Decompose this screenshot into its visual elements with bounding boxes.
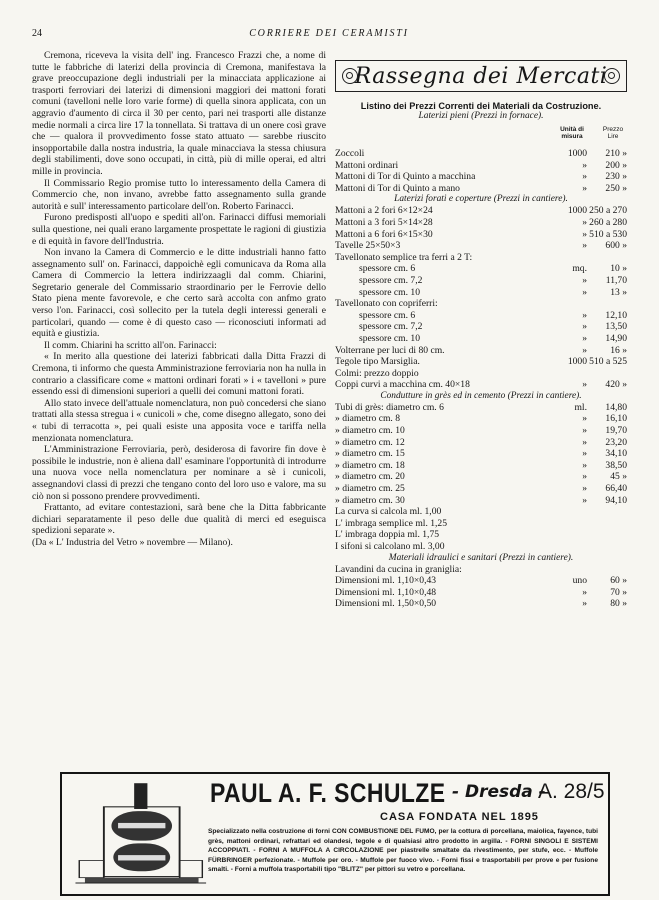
- item-unit: »: [582, 228, 587, 240]
- price-row: [335, 368, 627, 380]
- item-unit: 1000: [567, 148, 587, 159]
- item-unit: ml.: [574, 401, 587, 413]
- item-label: Volterrane per luci di 80 cm.: [335, 344, 445, 356]
- item-label: spessore cm. 6: [359, 309, 416, 321]
- paragraph: Frattanto, ad evitare contestazioni, sarà bene che la Ditta fabbricante dichiari separatamente il peso delle due qualità di merci ed eseguisca spedizioni separate ».: [32, 502, 326, 537]
- price-row: [335, 252, 627, 264]
- item-price: 510 a 530: [589, 228, 627, 240]
- price-row: [335, 495, 627, 507]
- item-label: » diametro cm. 12: [335, 436, 405, 448]
- item-price: 11,70: [605, 274, 627, 286]
- price-row: [335, 564, 627, 576]
- item-unit: »: [582, 471, 587, 483]
- item-price: 19,70: [605, 425, 627, 437]
- price-row: [335, 598, 627, 610]
- price-row: [335, 183, 627, 195]
- section-title: Condutture in grès ed in cemento (Prezzi in cantiere).: [380, 390, 582, 401]
- item-label: spessore cm. 7,2: [359, 321, 423, 333]
- item-price: 14,80: [605, 401, 627, 413]
- item-price: 34,10: [605, 448, 627, 460]
- paragraph: Il comm. Chiarini ha scritto all'on. Farinacci:: [44, 339, 217, 351]
- item-label: Lavandini da cucina in graniglia:: [335, 563, 462, 575]
- ad-headline: [210, 778, 487, 809]
- item-price: 260 a 280: [589, 216, 627, 228]
- item-unit: »: [582, 321, 587, 333]
- price-row: [335, 506, 627, 518]
- item-price: 250 »: [605, 182, 627, 194]
- item-label: Dimensioni ml. 1,10×0,48: [335, 586, 437, 598]
- price-row: [335, 171, 627, 183]
- ad-box: [60, 772, 610, 896]
- item-price: 45 »: [610, 471, 627, 483]
- page-header: [32, 28, 626, 42]
- item-label: spessore cm. 10: [359, 286, 421, 298]
- ornament-icon: [604, 68, 620, 84]
- item-label: » diametro cm. 18: [335, 459, 405, 471]
- item-label: Dimensioni ml. 1,10×0,43: [335, 575, 437, 587]
- price-table: [335, 111, 627, 610]
- item-label: Coppi curvi a macchina cm. 40×18: [335, 379, 470, 391]
- article-column: [32, 50, 326, 549]
- price-row: [335, 345, 627, 357]
- paragraph: Furono predisposti all'uopo e spediti all'on. Farinacci diffusi memoriali sulla questione, nei quali erano largamente prospettate le ragioni di giustizia e di equità in favore dell'Industria.: [32, 212, 326, 247]
- company-address: A. 28/5: [538, 780, 605, 803]
- price-row: [335, 448, 627, 460]
- item-label: Mattoni a 6 fori 6×15×30: [335, 228, 433, 240]
- price-row: [335, 310, 627, 322]
- item-price: 230 »: [605, 171, 627, 183]
- section-title: Laterizi pieni (Prezzi in fornace).: [418, 111, 544, 121]
- item-label: Tavelle 25×50×3: [335, 240, 401, 252]
- item-unit: »: [582, 332, 587, 344]
- item-label: spessore cm. 6: [359, 263, 416, 275]
- founded-year: CASA FONDATA NEL 1895: [380, 811, 539, 823]
- item-label: Mattoni a 3 fori 5×14×28: [335, 216, 433, 228]
- market-title-box: [335, 60, 627, 92]
- item-price: 250 a 270: [589, 205, 627, 217]
- item-label: Mattoni a 2 fori 6×12×24: [335, 205, 433, 217]
- paragraph: « In merito alla questione dei laterizi fabbricati dalla Ditta Frazzi di Cremona, ti informo che questa Amministrazione ferroviaria non ha nulla in contrario a classificare come « mattoni ordinari forati » i « tavelloni » pure essendo essi di dimensioni superiori a quelli dei comuni mattoni forati.: [32, 351, 326, 398]
- listino-heading: Listino dei Prezzi Correnti dei Materiali da Costruzione.: [360, 101, 602, 111]
- price-row: [335, 205, 627, 217]
- price-row: [335, 217, 627, 229]
- price-row: [335, 541, 627, 553]
- item-label: » diametro cm. 15: [335, 448, 405, 460]
- kiln-illustration: [66, 780, 208, 890]
- price-column-header: Prezzo Lire: [602, 126, 624, 140]
- item-label: spessore cm. 7,2: [359, 274, 423, 286]
- item-unit: »: [582, 494, 587, 506]
- item-unit: »: [582, 159, 587, 171]
- price-row: [335, 275, 627, 287]
- item-label: Zoccoli: [335, 148, 365, 159]
- item-unit: »: [582, 182, 587, 194]
- item-price: 210 »: [605, 148, 627, 159]
- item-label: » diametro cm. 10: [335, 425, 405, 437]
- item-price: 38,50: [605, 459, 627, 471]
- item-label: L' imbraga semplice ml. 1,25: [335, 517, 448, 529]
- item-unit: »: [582, 171, 587, 183]
- price-row: [335, 483, 627, 495]
- price-row: [335, 160, 627, 172]
- price-row: [335, 575, 627, 587]
- item-label: Mattoni di Tor di Quinto a mano: [335, 182, 460, 194]
- price-row: [335, 425, 627, 437]
- journal-title: CORRIERE DEI CERAMISTI: [249, 28, 409, 39]
- paragraph: L'Amministrazione Ferroviaria, però, desiderosa di favorire fin dove è possibile le industrie, non è aliena dall' esaminare l'opportunità di introdurre una nuova voce nella nomenclatura per nominare a sè i cunicoli, assegnandovi classi di prezzi che tengano conto del loro uso e valore, ma su ciò non si possono prendere provvedimenti.: [32, 444, 326, 502]
- item-price: 16,10: [605, 413, 627, 425]
- item-label: Colmi: prezzo doppio: [335, 367, 419, 379]
- item-price: 60 »: [610, 575, 627, 587]
- market-column: [335, 60, 627, 610]
- item-price: 600 »: [605, 240, 627, 252]
- item-price: 80 »: [610, 598, 627, 610]
- item-price: 10 »: [610, 263, 627, 275]
- price-row: [335, 587, 627, 599]
- item-unit: »: [582, 586, 587, 598]
- section-title: Laterizi forati e coperture (Prezzi in cantiere).: [394, 194, 568, 205]
- item-label: Dimensioni ml. 1,50×0,50: [335, 598, 437, 610]
- item-label: L' imbraga doppia ml. 1,75: [335, 529, 440, 541]
- price-row: [335, 460, 627, 472]
- item-unit: »: [582, 425, 587, 437]
- item-label: Tubi di grès: diametro cm. 6: [335, 401, 444, 413]
- item-price: 23,20: [605, 436, 627, 448]
- item-label: Mattoni ordinari: [335, 159, 399, 171]
- price-row: [335, 356, 627, 368]
- price-row: [335, 287, 627, 299]
- price-row: [335, 437, 627, 449]
- item-unit: 1000: [567, 356, 587, 368]
- paragraph: Non invano la Camera di Commercio e le ditte industriali hanno fatto assegnamento sull' on. Farinacci, dappoichè egli comunicava da Roma alla Camera di Commercio la lettera indirizzaagli dal comm. Chiarini, Segretario generale del Commissario straordinario per le Ferrovie dello Stato piena mente favorevole, e che certo sarà accolta con anfmo grato verso l'on. Farinacci, così sollecito per la tutela degli interessi generali e particolari, quando — come è di questo caso — riconosciuti informati ad equità e giustizia.: [32, 247, 326, 340]
- item-label: Tegole tipo Marsiglia.: [335, 356, 420, 368]
- item-label: Tavellonato con copriferri:: [335, 298, 438, 310]
- item-unit: uno: [572, 575, 587, 587]
- item-price: 510 a 525: [589, 356, 627, 368]
- item-unit: »: [582, 286, 587, 298]
- price-row: [335, 402, 627, 414]
- item-price: 420 »: [605, 379, 627, 391]
- price-row: [335, 471, 627, 483]
- item-unit: »: [582, 274, 587, 286]
- price-row: [335, 518, 627, 530]
- item-price: 16 »: [610, 344, 627, 356]
- item-label: » diametro cm. 8: [335, 413, 401, 425]
- company-name: PAUL A. F. SCHULZE: [210, 778, 446, 808]
- price-row: [335, 529, 627, 541]
- item-label: La curva si calcola ml. 1,00: [335, 506, 442, 518]
- item-price: 66,40: [605, 483, 627, 495]
- price-row: [335, 333, 627, 345]
- item-unit: »: [582, 598, 587, 610]
- item-price: 70 »: [610, 586, 627, 598]
- item-unit: »: [582, 379, 587, 391]
- item-price: 200 »: [605, 159, 627, 171]
- item-label: Mattoni di Tor di Quinto a macchina: [335, 171, 476, 183]
- price-row: [335, 379, 627, 391]
- item-unit: 1000: [567, 205, 587, 217]
- price-row: [335, 413, 627, 425]
- company-city: - Dresda -: [452, 782, 546, 802]
- item-unit: »: [582, 413, 587, 425]
- price-row: [335, 229, 627, 241]
- item-unit: »: [582, 459, 587, 471]
- item-label: Tavellonato semplice tra ferri a 2 T:: [335, 251, 473, 263]
- item-label: I sifoni si calcolano ml. 3,00: [335, 541, 445, 552]
- price-row: [335, 148, 627, 160]
- item-unit: »: [582, 436, 587, 448]
- column-headers: [335, 122, 627, 148]
- item-label: » diametro cm. 20: [335, 471, 405, 483]
- item-price: 13 »: [610, 286, 627, 298]
- price-row: [335, 298, 627, 310]
- item-label: spessore cm. 10: [359, 332, 421, 344]
- price-row: [335, 240, 627, 252]
- paragraph: Allo stato invece dell'attuale nomenclatura, non può concedersi che siano trattati alla stessa stregua i « cunicoli » che, come disegno allegato, sono dei « tubi di terracotta », pei quali esiste una apposita voce e tariffa nella menzionata nomenclatura.: [32, 397, 326, 444]
- section-title: Materiali idraulici e sanitari (Prezzi in cantiere).: [388, 552, 574, 563]
- item-unit: »: [582, 240, 587, 252]
- price-row: [335, 321, 627, 333]
- item-unit: »: [582, 448, 587, 460]
- item-unit: »: [582, 216, 587, 228]
- article-source: (Da « L' Industria del Vetro » novembre — Milano).: [32, 536, 233, 548]
- paragraph: Cremona, riceveva la visita dell' ing. Francesco Frazzi che, a nome di tutte le fabbriche di laterizi della provincia di Cremona, manifestava la grave preoccupazione degli industriali per la minacciata applicazione ai trasporti ferroviari dei laterizi di dimensioni maggiori dei mattoni forati comuni (tavelloni nelle loro varie forme) di quella sinora applicata, con un aggravio d'aumento di circa il 30 per cento, pari nei trasporti alle distanze medie normali a circa lire 17 la tonnellata. Si trattava di un onere così grave che — qualora il provvedimento fosse stato attuato — sarebbe riuscito insopportabile dalla nostra industria, la quale minacciava la stessa chiusura degli stabilimenti, dove sono occupati, in città, più di mille operai, ed altri mille in provincia.: [32, 50, 326, 177]
- page-number: 24: [32, 28, 42, 39]
- item-price: 12,10: [605, 309, 627, 321]
- item-price: 14,90: [605, 332, 627, 344]
- unit-column-header: Unità di misura: [560, 126, 584, 140]
- ad-description: Specializzato nella costruzione di forni CON COMBUSTIONE DEL FUMO, per la cottura di porcellana, maiolica, fayence, tubi grès, mattoni ordinari, refrattari ed olandesi, tegole e di qualsiasi altro prodotto in argilla. - FORNI SINGOLI E SISTEMI ACCOPPIATI. - FORNI A MUFFOLA A CIRCOLAZIONE per piastrelle smaltate da rivestimento, per stufe, ecc. - Muffole FÜRBRINGER perfezionate. - Muffole per oro. - Muffole per fuoco vivo. - Forni fissi e trasportabili per prove e per fusione smalti. - Forni a muffola trasportabili tipo "BLITZ" per pittori su vetro e porcellana.: [208, 828, 598, 874]
- item-label: » diametro cm. 30: [335, 494, 405, 506]
- ornament-icon: [342, 68, 358, 84]
- market-title: Rassegna dei Mercati: [354, 63, 608, 89]
- item-price: 13,50: [605, 321, 627, 333]
- item-unit: mq.: [572, 263, 587, 275]
- item-price: 94,10: [605, 494, 627, 506]
- item-unit: »: [582, 309, 587, 321]
- item-unit: »: [582, 344, 587, 356]
- paragraph: Il Commissario Regio promise tutto lo interessamento della Camera di Commercio che, non invano, avrebbe fatto assegnamento sulla grande autorità e sull' interessamento particolare dell'on. Roberto Farinacci.: [32, 177, 326, 212]
- item-label: » diametro cm. 25: [335, 483, 405, 495]
- item-unit: »: [582, 483, 587, 495]
- price-row: [335, 263, 627, 275]
